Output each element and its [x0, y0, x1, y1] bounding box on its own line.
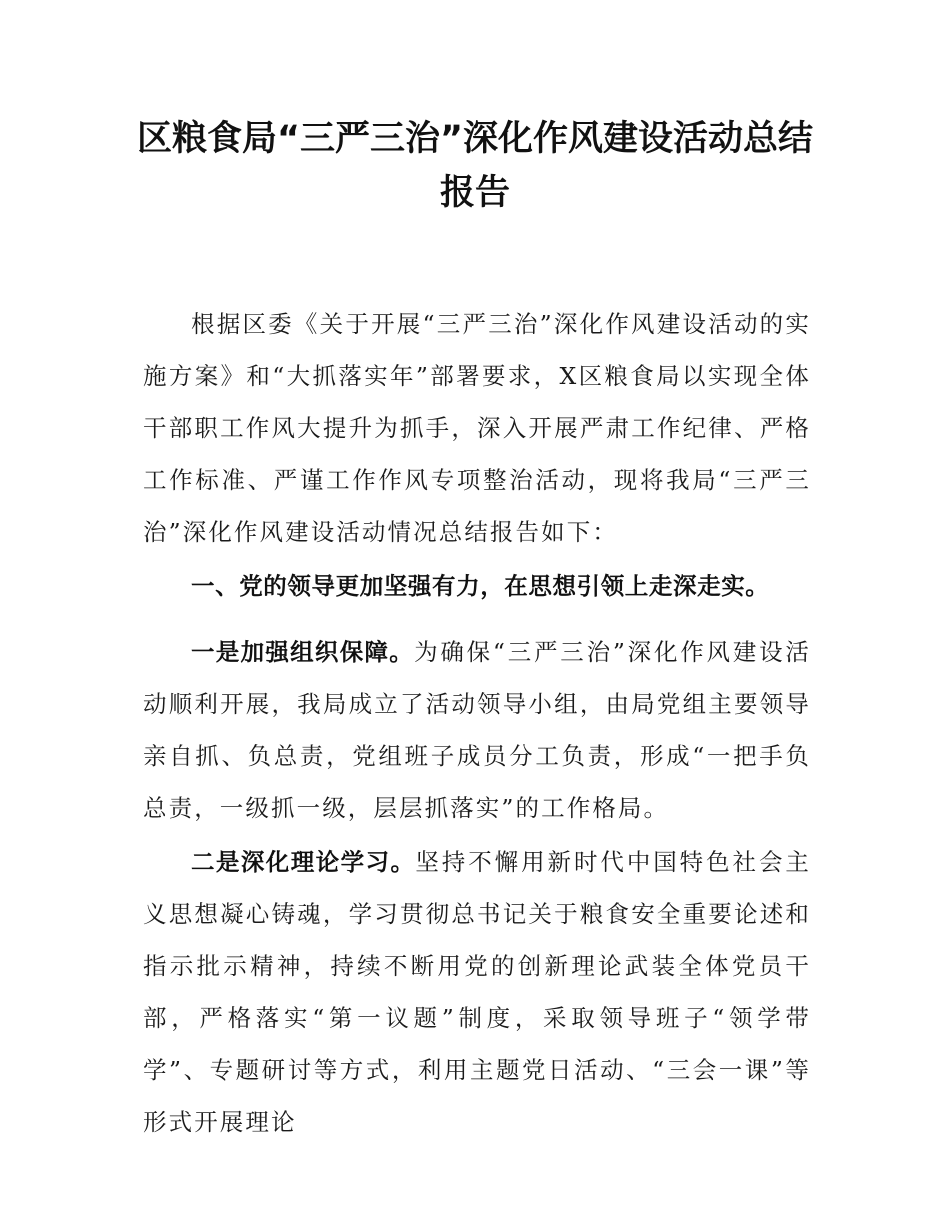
item-lead-2: 二是深化理论学习。 — [191, 848, 416, 876]
intro-paragraph: 根据区委《关于开展“三严三治”深化作风建设活动的实施方案》和“大抓落实年”部署要求，X区粮食局以实现全体干部职工作风大提升为抓手，深入开展严肃工作纪律、严格工作标准、严谨工作作风专项整治活动，现将我局“三严三治”深化作风建设活动情况总结报告如下： — [143, 310, 811, 546]
item-lead-1: 一是加强组织保障。 — [191, 638, 415, 666]
section-heading-1: 一、党的领导更加坚强有力，在思想引领上走深走实。 — [191, 572, 770, 600]
item-paragraph-2 — [143, 836, 811, 1148]
item-text-1: 为确保“三严三治”深化作风建设活动顺利开展，我局成立了活动领导小组，由局党组主要领导亲自抓、负总责，党组班子成员分工负责，形成“一把手负总责，一级抓一级，层层抓落实”的工作格局。 — [143, 638, 811, 822]
document-title: 区粮食局“三严三治”深化作风建设活动总结报告 — [136, 119, 813, 213]
item-text-2: 坚持不懈用新时代中国特色社会主义思想凝心铸魂，学习贯彻总书记关于粮食安全重要论述和指示批示精神，持续不断用党的创新理论武装全体党员干部，严格落实“第一议题”制度，采取领导班子“领学带学”、专题研讨等方式，利用主题党日活动、“三会一课”等形式开展理论 — [143, 848, 811, 1136]
item-paragraph-1 — [143, 626, 811, 834]
